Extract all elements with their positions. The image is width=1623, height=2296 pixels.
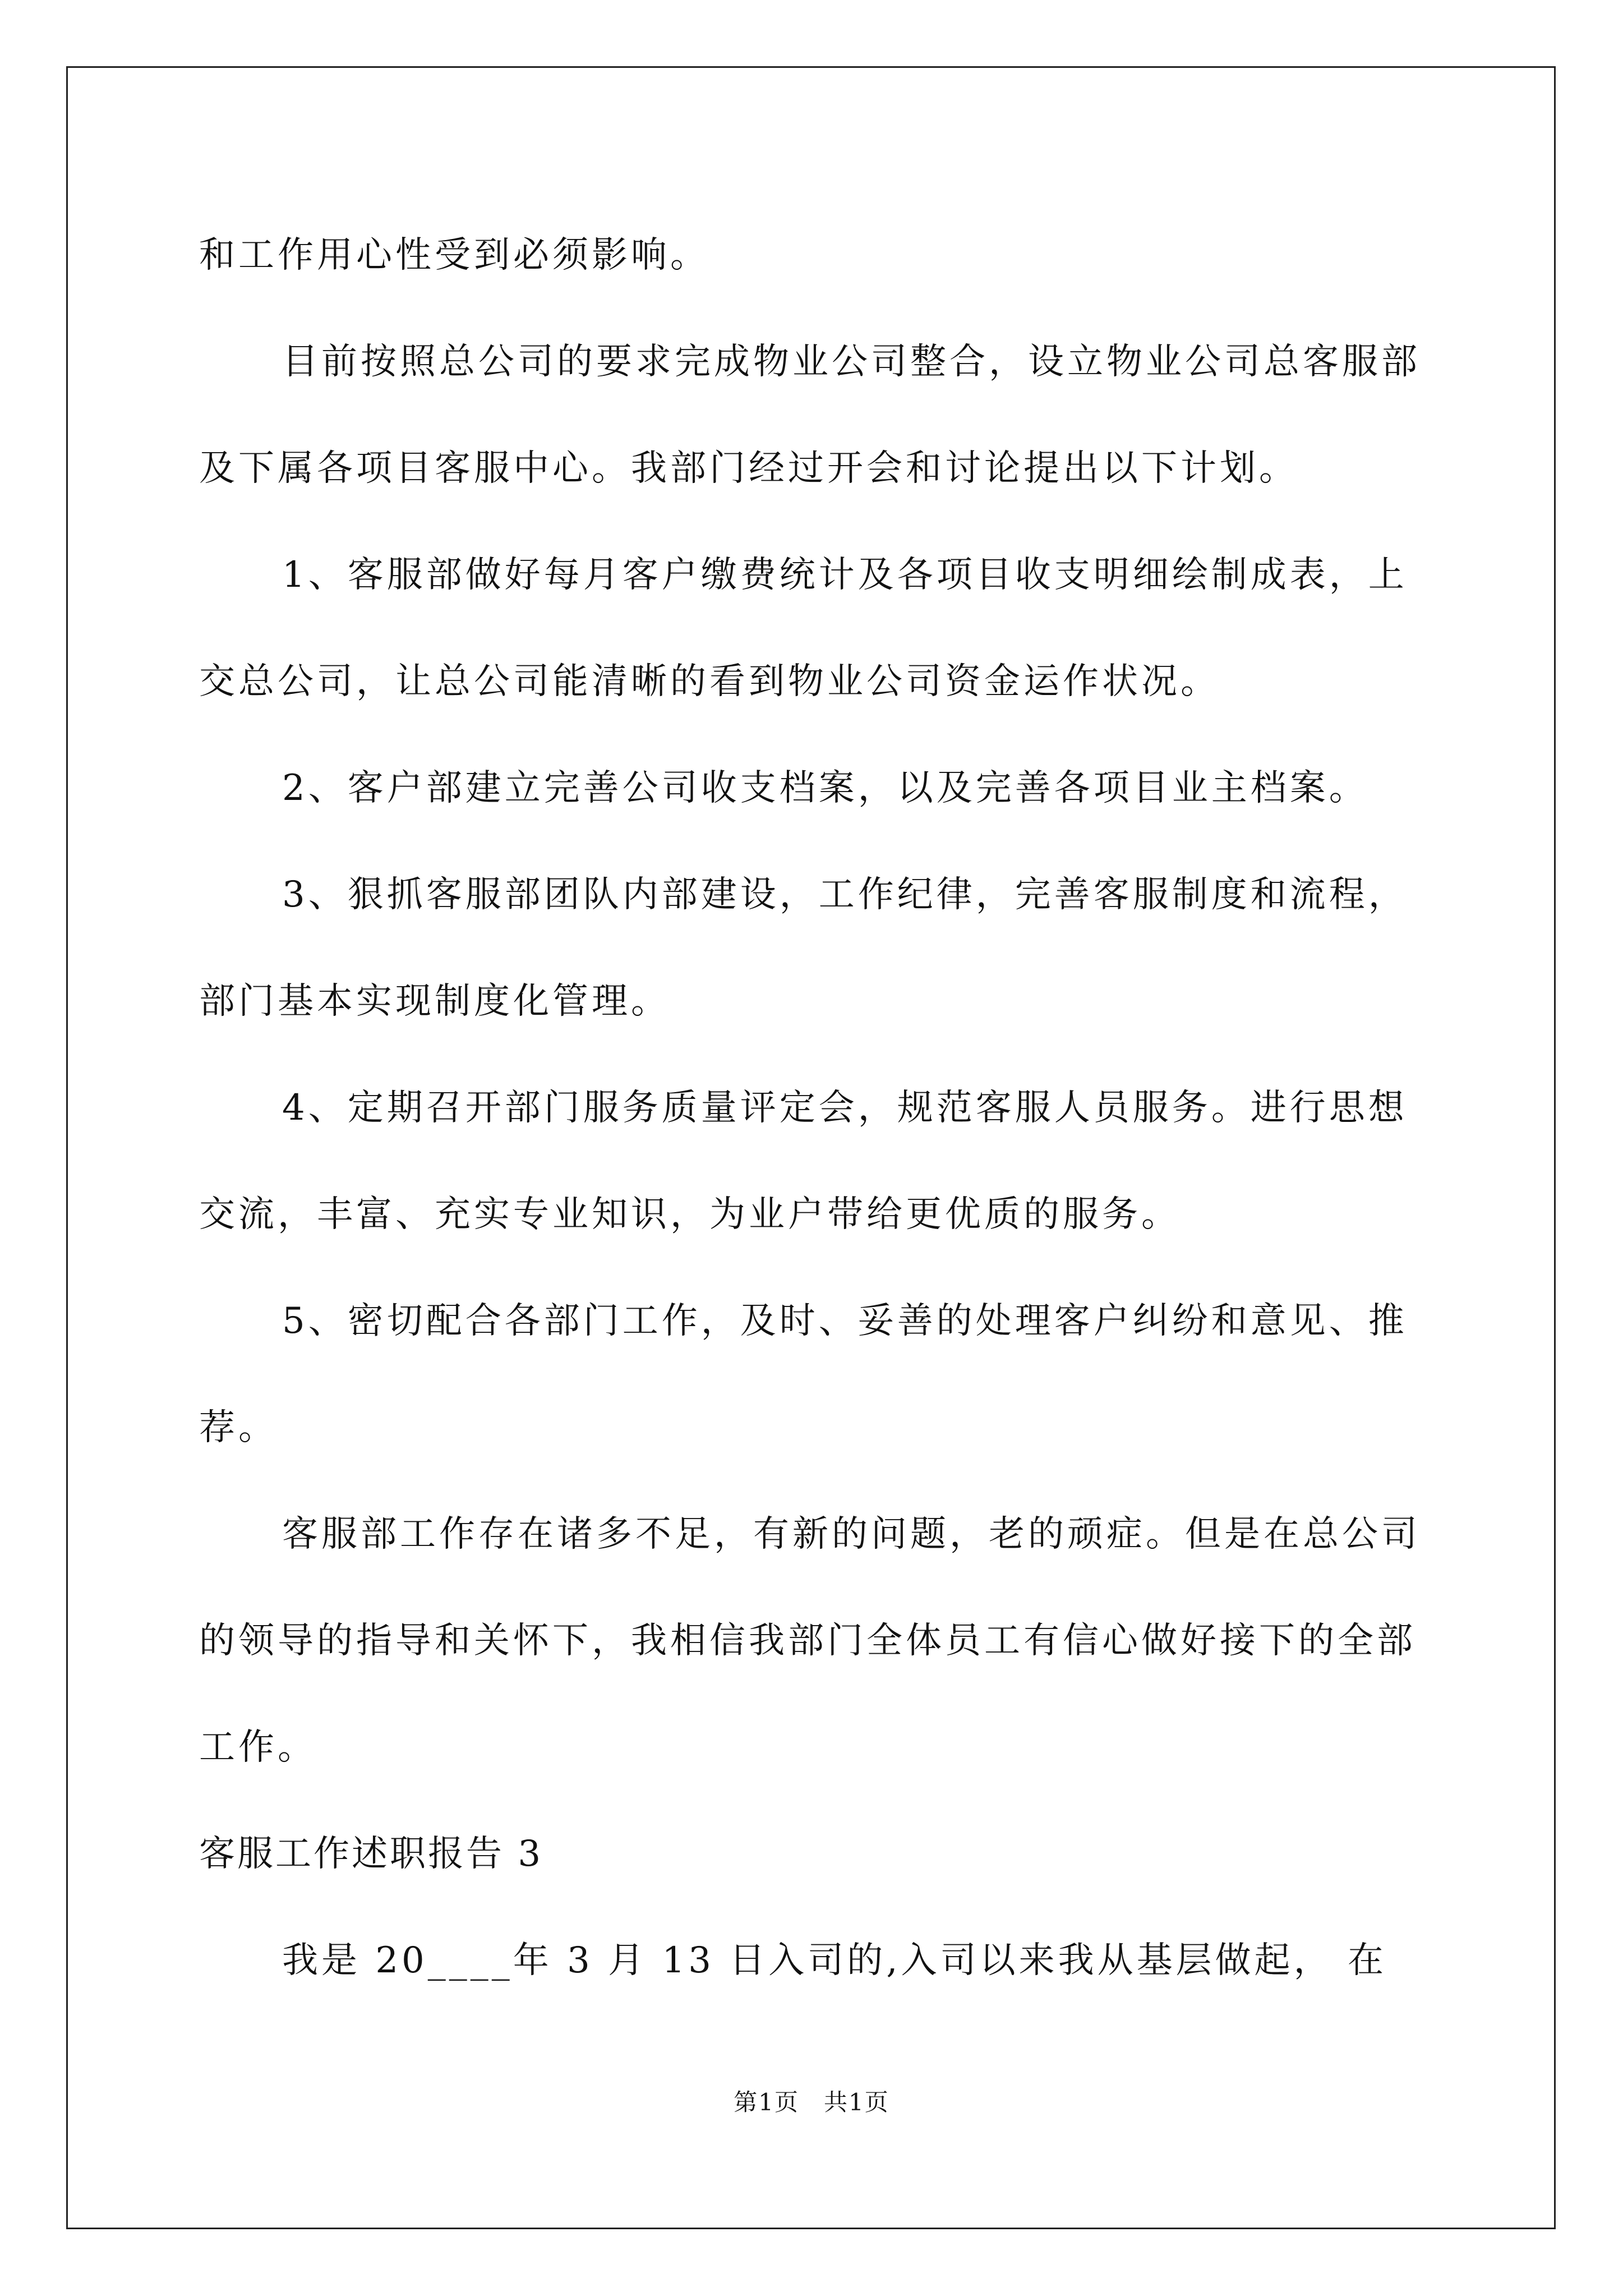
paragraph-item-1: 1、客服部做好每月客户缴费统计及各项目收支明细绘制成表，上交总公司，让总公司能清晰的看到物业公司资金运作状况。 xyxy=(199,554,1408,702)
paragraph-report-start: 我是 20____年 3 月 13 日入司的,入司以来我从基层做起， 在 xyxy=(282,1940,1387,1981)
paragraph-intro: 目前按照总公司的要求完成物业公司整合，设立物业公司总客服部及下属各项目客服中心。我部门经过开会和讨论提出以下计划。 xyxy=(199,341,1421,489)
paragraph-item-4: 4、定期召开部门服务质量评定会，规范客服人员服务。进行思想交流，丰富、充实专业知识，为业户带给更优质的服务。 xyxy=(199,1087,1408,1235)
paragraph-item-3: 3、狠抓客服部团队内部建设，工作纪律，完善客服制度和流程，部门基本实现制度化管理。 xyxy=(199,874,1408,1022)
paragraph-conclusion: 客服部工作存在诸多不足，有新的问题，老的顽症。但是在总公司的领导的指导和关怀下，我相信我部门全体员工有信心做好接下的全部工作。 xyxy=(199,1513,1421,1768)
document-body xyxy=(199,202,1433,2014)
paragraph-item-2: 2、客户部建立完善公司收支档案，以及完善各项目业主档案。 xyxy=(282,767,1368,809)
paragraph-continuation: 和工作用心性受到必须影响。 xyxy=(199,234,709,276)
page-footer: 第1页 共1页 xyxy=(734,2088,889,2116)
paragraph-item-5: 5、密切配合各部门工作，及时、妥善的处理客户纠纷和意见、推荐。 xyxy=(199,1300,1408,1448)
section-heading: 客服工作述职报告 3 xyxy=(199,1833,543,1875)
